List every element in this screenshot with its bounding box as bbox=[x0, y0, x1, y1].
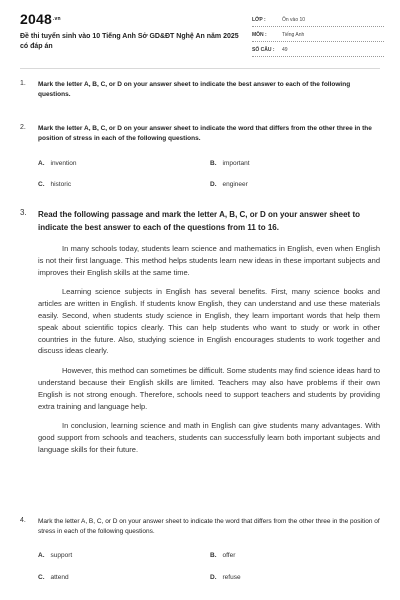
option-text: refuse bbox=[222, 574, 241, 581]
option-d[interactable] bbox=[210, 574, 241, 581]
option-c[interactable] bbox=[38, 574, 69, 581]
question-text: Read the following passage and mark the letter A, B, C, or D on your answer sheet to indicate the best answer to each of the questions from 11 to 16. bbox=[38, 210, 360, 232]
passage-paragraph: However, this method can sometimes be difficult. Some students may find science ideas hard to understand because their English skills are limited. Teachers may also have problems if their own English is not strong enough. Therefore, schools need to support teachers and students by providing extra training and language help. bbox=[38, 366, 380, 411]
option-letter: D. bbox=[210, 181, 217, 188]
option-a[interactable] bbox=[38, 552, 72, 559]
meta-value: Tiếng Anh bbox=[282, 32, 305, 38]
option-letter: C. bbox=[38, 574, 45, 581]
question-number: 3. bbox=[20, 208, 27, 217]
option-c[interactable] bbox=[38, 181, 71, 188]
meta-value: 49 bbox=[282, 47, 288, 53]
option-text: important bbox=[222, 160, 250, 167]
option-b[interactable] bbox=[210, 552, 235, 559]
option-a[interactable] bbox=[38, 160, 77, 167]
meta-question-count bbox=[252, 44, 384, 57]
option-letter: B. bbox=[210, 552, 217, 559]
option-letter: B. bbox=[210, 160, 217, 167]
passage-paragraph: In conclusion, learning science and math in English can give students many advantages. With good support from schools and teachers, students can successfully learn both important subjects and language skills for their future. bbox=[38, 421, 380, 454]
meta-key: SỐ CÂU : bbox=[252, 47, 275, 53]
document-title: Đề thi tuyển sinh vào 10 Tiếng Anh Sở GD&ĐT Nghệ An năm 2025 có đáp án bbox=[20, 33, 239, 50]
option-text: support bbox=[50, 552, 73, 559]
option-text: engineer bbox=[222, 181, 248, 188]
option-letter: D. bbox=[210, 574, 217, 581]
option-d[interactable] bbox=[210, 181, 248, 188]
question-text: Mark the letter A, B, C, or D on your answer sheet to indicate the best answer to each of the following questions. bbox=[38, 81, 351, 98]
option-text: invention bbox=[50, 160, 77, 167]
question-4 bbox=[20, 517, 380, 537]
passage-paragraph: In many schools today, students learn science and mathematics in English, even when English is not their first language. This method helps students learn new ideas in these important subjects and improves their English skills at the same time. bbox=[38, 244, 380, 277]
option-letter: A. bbox=[38, 552, 45, 559]
passage-paragraph: Learning science subjects in English has several benefits. First, many science books and articles are written in English. If students know English, they can understand and use these materials easily. Second, when students study science in English, they learn important words that help them speak about scientific topics clearly. This can help students who want to study or work in other countries in the future. Also, studying science in English encourages students to work together and discuss ideas clearly. bbox=[38, 287, 380, 356]
question-1 bbox=[20, 80, 380, 100]
option-text: historic bbox=[50, 181, 72, 188]
question-text: Mark the letter A, B, C, or D on your answer sheet to indicate the word that differs from the other three in the position of stress in each of the following questions. bbox=[38, 518, 380, 535]
document-header bbox=[0, 0, 400, 62]
option-text: offer bbox=[222, 552, 236, 559]
reading-passage bbox=[38, 243, 380, 464]
question-number: 1. bbox=[20, 80, 26, 87]
meta-key: MÔN : bbox=[252, 32, 267, 38]
option-letter: C. bbox=[38, 181, 45, 188]
meta-key: LỚP : bbox=[252, 17, 266, 23]
option-text: attend bbox=[50, 574, 69, 581]
question-3 bbox=[20, 208, 380, 234]
option-b[interactable] bbox=[210, 160, 250, 167]
question-text: Mark the letter A, B, C, or D on your answer sheet to indicate the word that differs from the other three in the position of stress in each of the following questions. bbox=[38, 125, 372, 142]
meta-subject bbox=[252, 29, 384, 42]
question-number: 2. bbox=[20, 124, 26, 131]
site-logo[interactable] bbox=[20, 11, 61, 27]
logo-suffix: .vn bbox=[52, 16, 61, 22]
meta-class bbox=[252, 14, 384, 27]
logo-text: 2048 bbox=[20, 11, 52, 27]
question-number: 4. bbox=[20, 517, 26, 524]
header-divider bbox=[20, 68, 380, 69]
option-letter: A. bbox=[38, 160, 45, 167]
meta-value: Ôn vào 10 bbox=[282, 17, 306, 23]
question-2 bbox=[20, 124, 380, 144]
